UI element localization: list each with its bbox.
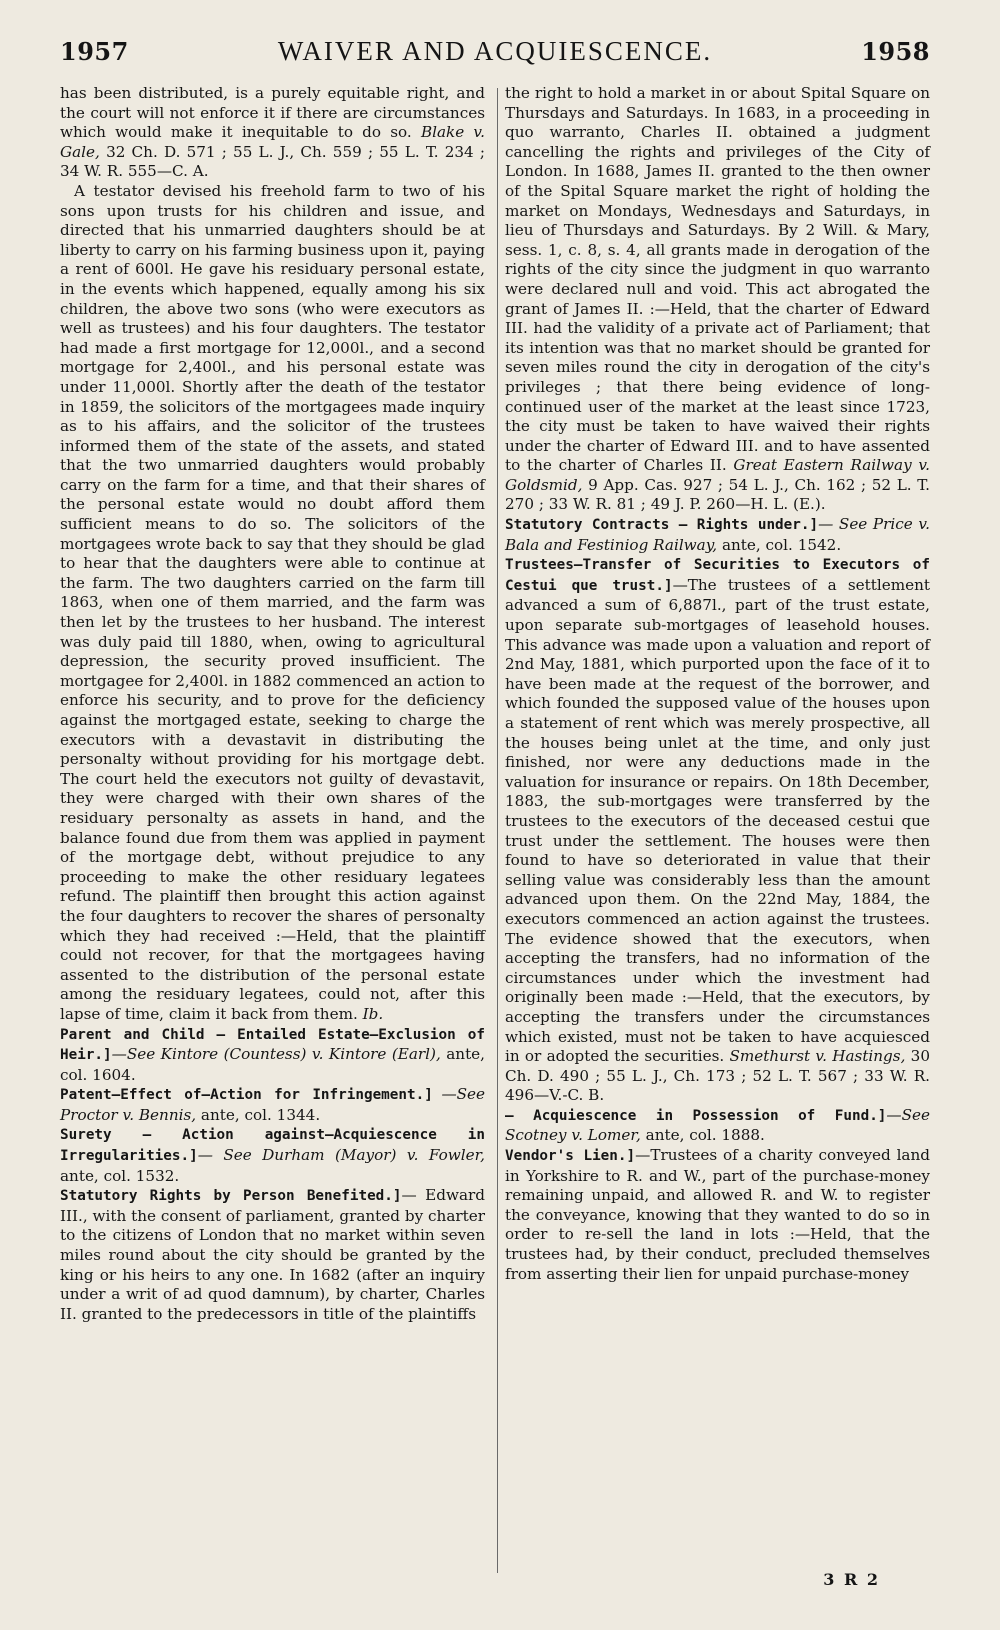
case-name: Great Eastern Railway v. Goldsmid, — [505, 456, 930, 494]
paragraph — [60, 182, 485, 1025]
entry-heading: Patent—Effect of—Action for Infringement.] — [60, 1087, 433, 1104]
column-divider — [497, 88, 498, 1573]
paragraph — [60, 84, 485, 182]
entry-surety — [60, 1125, 485, 1186]
entry-vendors-lien — [505, 1146, 930, 1284]
cross-reference: —See Kintore (Countess) v. Kintore (Earl), — [111, 1045, 441, 1064]
paragraph-text: A testator devised his freehold farm to two of his sons upon trusts for his children and issue, and directed that his unmarried daughters should be at liberty to carry on his farming business upon it, paying a rent of 600l. He gave his residuary personal estate, in the events which happened, equally among his six children, the above two sons (who were executors as well as trustees) and his four daughters. The testator had made a first mortgage for 12,000l., and a second mortgage for 2,400l., and his personal estate was under 11,000l. Shortly after the death of the testator in 1859, the solicitors of the mortgagees made inquiry as to his affairs, and the solicitor of the trustees informed them of the state of the assets, and stated that the two unmarried daughters would probably carry on the farm for a time, and that their shares of the personal estate would no doubt afford them sufficient means to do so. The solicitors of the mortgagees wrote back to say that they should be glad to hear that the daughters were able to continue at the farm. The two daughters carried on the farm till 1863, when one of them married, and the farm was then let by the trustees to her husband. The interest was duly paid till 1880, when, owing to agricultural depression, the security proved insufficient. The mortgagee for 2,400l. in 1882 commenced an action to enforce his security, and to prove for the deficiency against the mortgaged estate, seeking to charge the executors with a devastavit in distributing the personalty without providing for his mortgage debt. The court held the executors not guilty of devastavit, they were charged with their own shares of the residuary personalty as assets in hand, and the balance found due from them was applied in payment of the mortgage debt, without prejudice to any proceeding to make the other residuary legatees refund. The plaintiff then brought this action against the four daughters to recover the shares of personalty which they had received :—Held, that the plaintiff could not recover, for that the mortgagees having assented to the distribution of the personal estate among the residuary legatees, could not, after this lapse of time, claim it back from them. — [60, 181, 485, 1023]
entry-statutory-rights — [60, 1186, 485, 1324]
right-column-number: 1958 — [861, 37, 930, 66]
citation: ante, col. 1532. — [60, 1166, 180, 1185]
ibid-reference: Ib. — [362, 1004, 384, 1023]
entry-trustees — [505, 555, 930, 1106]
entry-heading: Statutory Contracts — Rights under.] — [505, 517, 819, 534]
citation: ante, col. 1542. — [721, 535, 842, 554]
citation: 9 App. Cas. 927 ; 54 L. J., Ch. 162 ; 52 L. T. 270 ; 33 W. R. 81 ; 49 J. P. 260—H. L. (E.). — [505, 475, 930, 514]
entry-statutory-contracts — [505, 515, 930, 555]
entry-heading: — Acquiescence in Possession of Fund.] — [505, 1107, 887, 1124]
cross-reference: — See Durham (Mayor) v. Fowler, — [197, 1146, 485, 1165]
cross-reference: —See Scotney v. Lomer, — [505, 1105, 930, 1145]
paragraph-text: the right to hold a market in or about Spital Square on Thursdays and Saturdays. In 1683, in a proceeding in quo warranto, Charles II. obtained a judgment cancelling the rights and privileges of the City of London. In 1688, James II. granted to the then owner of the Spital Square market the right of holding the market on Mondays, Wednesdays and Saturdays, in lieu of Thursdays and Saturdays. By 2 Will. & Mary, sess. 1, c. 8, s. 4, all grants made in derogation of the rights of the city since the judgment in quo warranto were declared null and void. This act abrogated the grant of James II. :—Held, that the charter of Edward III. had the validity of a private act of Parliament; that its intention was that no market should be granted for seven miles round the city in derogation of the city's privileges ; that there being evidence of long-continued user of the market at the least since 1723, the city must be taken to have waived their rights under the charter of Edward III. and to have assented to the charter of Charles II. — [505, 84, 930, 475]
paragraph — [505, 84, 930, 515]
citation: 30 Ch. D. 490 ; 55 L. J., Ch. 173 ; 52 L. T. 567 ; 33 W. R. 496—V.-C. B. — [505, 1047, 930, 1105]
citation: ante, col. 1344. — [200, 1105, 321, 1124]
page-title: WAIVER AND ACQUIESCENCE. — [277, 36, 713, 66]
text-columns — [60, 84, 930, 1324]
cross-reference: — See Price v. Bala and Festiniog Railway, — [505, 515, 930, 554]
citation: ante, col. 1888. — [645, 1126, 765, 1145]
citation: ante, col. 1604. — [60, 1045, 485, 1084]
entry-acquiescence-in-possession — [505, 1106, 930, 1146]
right-column — [505, 84, 930, 1324]
entry-heading: Statutory Rights by Person Benefited.] — [60, 1188, 402, 1205]
left-column — [60, 84, 485, 1324]
signature-mark: 3 R 2 — [823, 1570, 880, 1589]
citation: 32 Ch. D. 571 ; 55 L. J., Ch. 559 ; 55 L. T. 234 ; 34 W. R. 555—C. A. — [60, 142, 486, 181]
entry-text: —Trustees of a charity conveyed land in Yorkshire to R. and W., part of the purchase-money remaining unpaid, and allowed R. and W. to register the conveyance, knowing that they wanted to do so in order to re-sell the land in lots :—Held, that the trustees had, by their conduct, precluded themselves from asserting their lien for unpaid purchase-money — [505, 1146, 930, 1283]
entry-heading: Trustees—Transfer of Securities to Executors of Cestui que trust.] — [505, 557, 930, 594]
entry-patent — [60, 1085, 485, 1125]
entry-text: — Edward III., with the consent of parliament, granted by charter to the citizens of London that no market within seven miles round about the city should be granted by the king or his heirs to any one. In 1682 (after an inquiry under a writ of ad quod damnum), by charter, Charles II. granted to the predecessors in title of the plaintiffs — [60, 1186, 485, 1323]
entry-text: —The trustees of a settlement advanced a sum of 6,887l., part of the trust estate, upon separate sub-mortgages of leasehold houses. This advance was made upon a valuation and report of 2nd May, 1881, which purported upon the face of it to have been made at the request of the borrower, and which founded the supposed value of the houses upon a statement of rent which was merely prospective, all the houses being unlet at the time, and only just finished, nor were any deductions made in the valuation for insurance or repairs. On 18th December, 1883, the sub-mortgages were transferred by the trustees to the executors of the deceased cestui que trust under the settlement. The houses were then found to have so deteriorated in value that their selling value was considerably less than the amount advanced upon them. On the 22nd May, 1884, the executors commenced an action against the trustees. The evidence showed that the executors, when accepting the transfers, had no information of the circumstances under which the investment had originally been made :—Held, that the executors, by accepting the transfers under the circumstances which existed, must not be taken to have acquiesced in or adopted the securities. — [505, 575, 930, 1066]
entry-heading: Parent and Child — Entailed Estate—Exclusion of Heir.] — [60, 1026, 485, 1064]
cross-reference: —See Proctor v. Bennis, — [60, 1085, 486, 1124]
paragraph-text: has been distributed, is a purely equitable right, and the court will not enforce it if there are circumstances which would make it inequitable to do so. — [60, 84, 485, 142]
running-head — [60, 36, 930, 84]
entry-heading: Surety — Action against—Acquiescence in Irregularities.] — [60, 1127, 485, 1165]
entry-heading: Vendor's Lien.] — [505, 1148, 636, 1165]
left-column-number: 1957 — [60, 37, 129, 66]
case-name: Smethurst v. Hastings, — [729, 1047, 906, 1066]
entry-parent-and-child — [60, 1025, 485, 1086]
case-name: Blake v. Gale, — [60, 123, 486, 161]
